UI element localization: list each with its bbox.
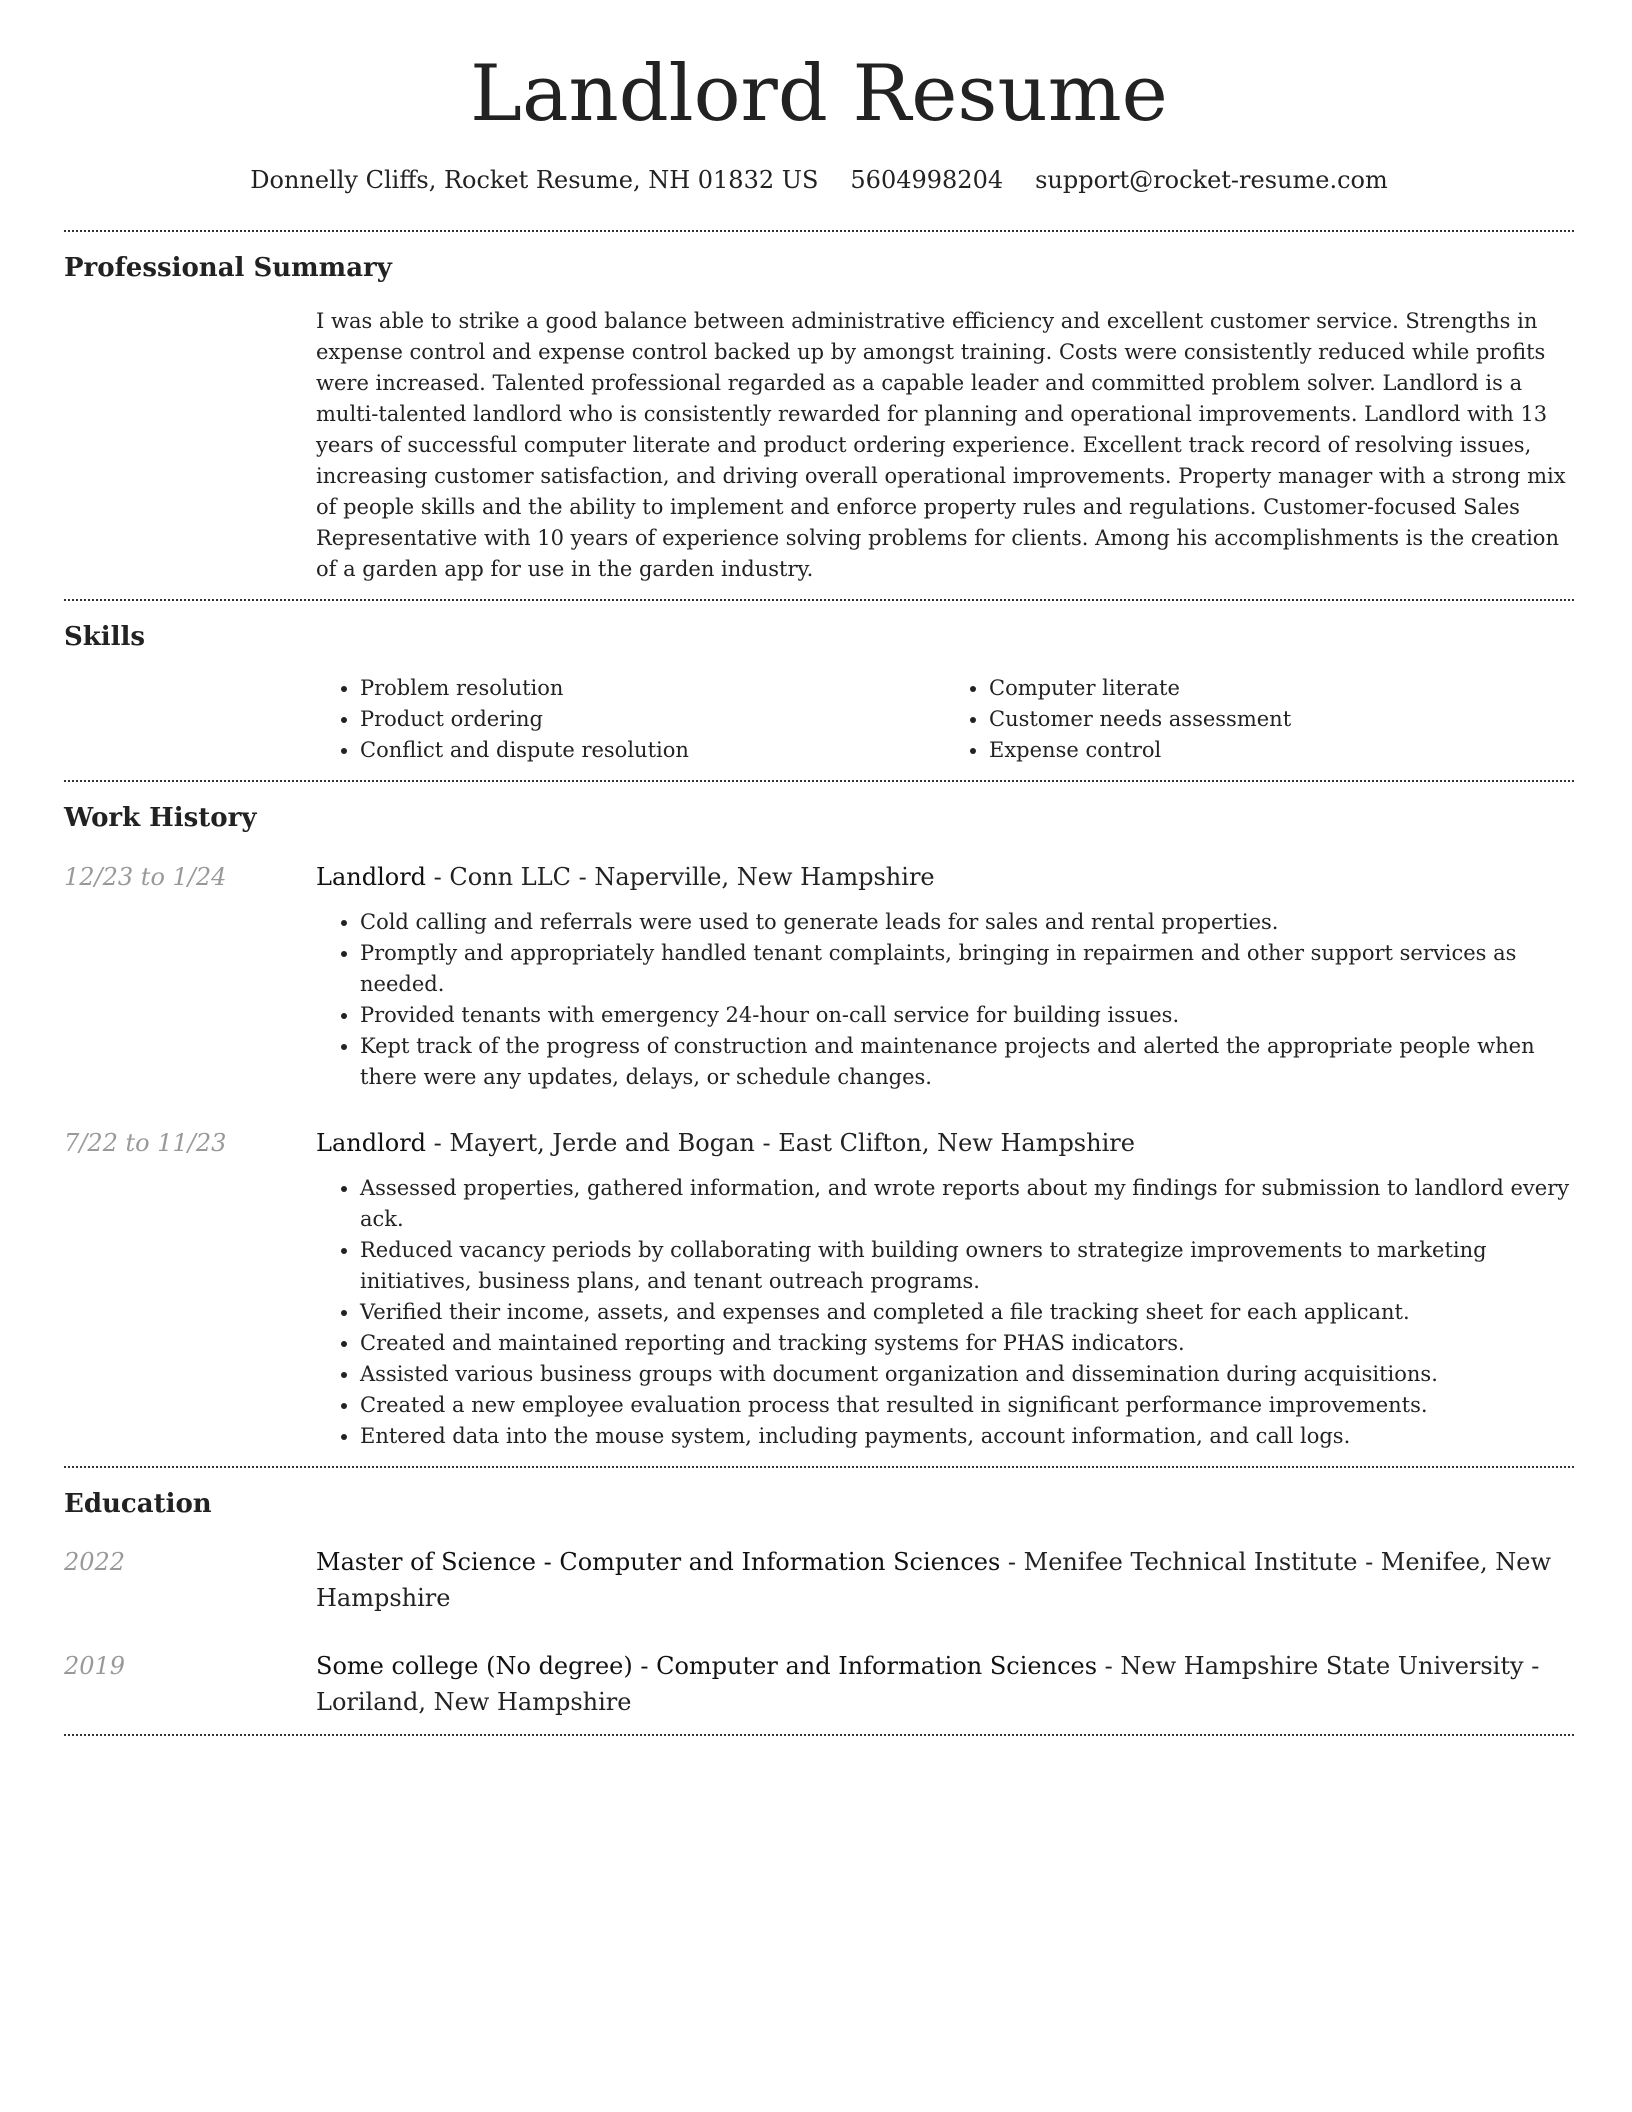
job-entry [64,859,1574,1093]
job-bullet: • Kept track of the progress of construction and maintenance projects and alerted the appropriate people when there were any updates, delays, or schedule changes. [360,1031,1574,1093]
skills-list-left [316,673,945,766]
job-heading [316,1125,1574,1161]
summary-section [64,232,1574,585]
job-bullet: • Assessed properties, gathered information, and wrote reports about my findings for submission to landlord every ack. [360,1173,1574,1235]
education-school: - Menifee Technical Institute - Menifee, New Hampshire [316,1548,1552,1613]
contact-address: Donnelly Cliffs, Rocket Resume, NH 01832 US [250,165,819,194]
skill-item: • Computer literate [989,673,1574,704]
job-bullet: • Cold calling and referrals were used to generate leads for sales and rental properties. [360,907,1574,938]
skills-heading: Skills [64,622,146,653]
job-bullet: • Promptly and appropriately handled tenant complaints, bringing in repairmen and other support services as needed. [360,938,1574,1000]
job-bullet: • Provided tenants with emergency 24-hour on-call service for building issues. [360,1000,1574,1031]
skill-item: • Product ordering [360,704,945,735]
skills-section [64,601,1574,766]
resume-page [64,0,1574,1736]
job-bullet: • Created a new employee evaluation process that resulted in significant performance improvements. [360,1390,1574,1421]
education-degree: Master of Science - Computer and Information Sciences [316,1548,1001,1577]
job-bullets [316,1173,1574,1452]
education-heading-line [316,1648,1574,1720]
skill-item: • Conflict and dispute resolution [360,735,945,766]
work-history-section [64,782,1574,1465]
job-dates: 7/22 to 11/23 [64,1128,227,1157]
job-bullets [316,907,1574,1093]
summary-text: I was able to strike a good balance between administrative efficiency and excellent customer service. Strengths in expense control and expense control backed up by amongst training. Costs were consistently reduced while profits were increased. Talented professional regarded as a capable leader and committed problem solver. Landlord is a multi-talented landlord who is consistently rewarded for planning and operational improvements. Landlord with 13 years of successful computer literate and product ordering experience. Excellent track record of resolving issues, increasing customer satisfaction, and driving overall operational improvements. Property manager with a strong mix of people skills and the ability to implement and enforce property rules and regulations. Customer-focused Sales Representative with 10 years of experience solving problems for clients. Among his accomplishments is the creation of a garden app for use in the garden industry. [316,309,1566,582]
work-history-heading: Work History [64,803,257,834]
job-title: Landlord [316,862,427,891]
skills-list-right [945,673,1574,766]
skill-item: • Problem resolution [360,673,945,704]
contact-email: support@rocket-resume.com [1035,165,1388,194]
contact-line [64,166,1574,194]
job-title: Landlord [316,1128,427,1157]
resume-header [64,0,1574,194]
education-entry [64,1648,1574,1720]
section-divider [64,1734,1574,1736]
job-dates: 12/23 to 1/24 [64,862,227,891]
education-heading-line [316,1544,1574,1616]
job-bullet: • Reduced vacancy periods by collaborating with building owners to strategize improvements to marketing initiatives, business plans, and tenant outreach programs. [360,1235,1574,1297]
contact-phone: 5604998204 [850,165,1004,194]
job-bullet: • Entered data into the mouse system, including payments, account information, and call logs. [360,1421,1574,1452]
summary-heading: Professional Summary [64,252,392,283]
job-employer: - Mayert, Jerde and Bogan - East Clifton, New Hampshire [426,1128,1135,1157]
education-school: - New Hampshire State University - Loriland, New Hampshire [316,1652,1540,1717]
job-heading [316,859,1574,895]
skill-item: • Expense control [989,735,1574,766]
job-entry [64,1125,1574,1452]
education-year: 2019 [64,1652,126,1681]
resume-title: Landlord Resume [470,49,1168,139]
education-year: 2022 [64,1548,126,1577]
job-employer: - Conn LLC - Naperville, New Hampshire [426,862,935,891]
education-section [64,1468,1574,1734]
education-entry [64,1544,1574,1616]
job-bullet: • Created and maintained reporting and tracking systems for PHAS indicators. [360,1328,1574,1359]
education-heading: Education [64,1488,212,1519]
skill-item: • Customer needs assessment [989,704,1574,735]
job-bullet: • Assisted various business groups with document organization and dissemination during acquisitions. [360,1359,1574,1390]
skills-grid [316,673,1574,766]
job-bullet: • Verified their income, assets, and expenses and completed a file tracking sheet for each applicant. [360,1297,1574,1328]
education-degree: Some college (No degree) - Computer and Information Sciences [316,1652,1098,1681]
